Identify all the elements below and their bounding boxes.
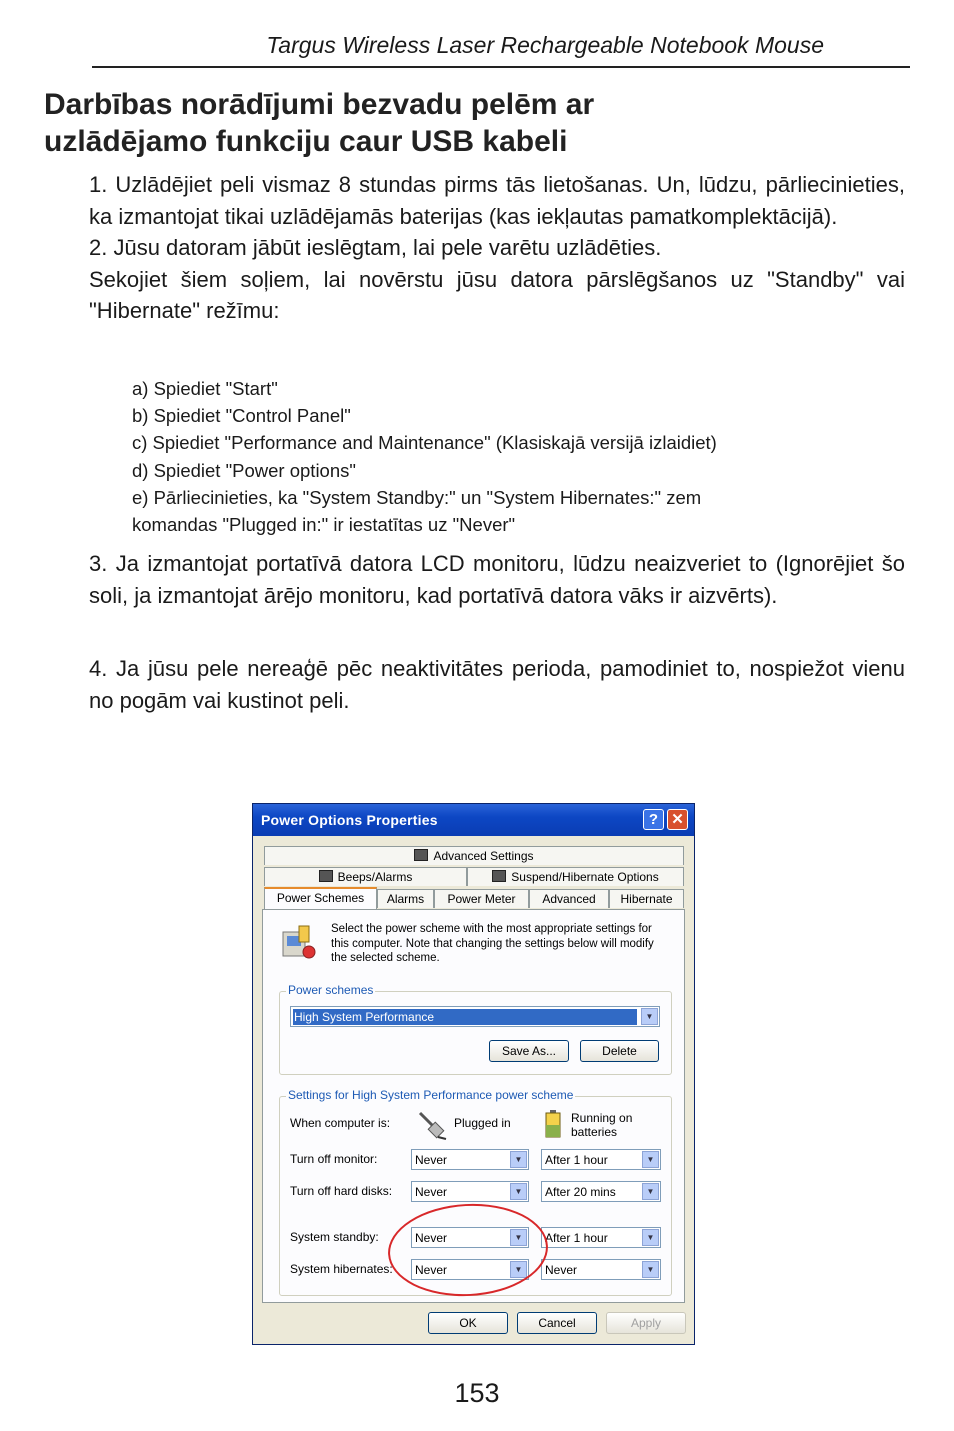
tab-alarms[interactable]: Alarms [377,889,434,908]
sub-steps-list [132,375,892,538]
select-value: Never [545,1263,578,1277]
system-standby-label: System standby: [290,1230,379,1244]
standby-battery-select[interactable] [541,1227,661,1248]
settings-label: Settings for High System Performance power scheme [288,1088,574,1102]
monitor-battery-select[interactable] [541,1149,661,1170]
select-value: After 20 mins [545,1185,616,1199]
step-3 [89,548,905,611]
tab-row-2 [264,867,684,886]
step-3-text: 3. Ja izmantojat portatīvā datora LCD monitoru, lūdzu neaizveriet to (Ignorējiet šo soli, ja izmantojat ārējo monitoru, kad portatīvā datora vāks ir aizvērts). [89,551,905,608]
power-scheme-icon [279,922,319,962]
tab-label: Suspend/Hibernate Options [511,870,659,884]
when-computer-is-label: When computer is: [290,1116,391,1130]
tab-advanced[interactable]: Advanced [529,889,609,908]
standby-instruction: Sekojiet šiem soļiem, lai novērstu jūsu datora pārslēgšanos uz "Standby" vai "Hibernate" režīmu: [89,266,905,323]
computer-icon [414,849,428,861]
step-2: 2. Jūsu datoram jābūt ieslēgtam, lai pele varētu uzlādēties. [89,235,662,260]
dialog-titlebar [253,804,694,836]
computer-icon [492,870,506,882]
tab-label: Beeps/Alarms [337,870,413,884]
apply-button[interactable]: Apply [606,1312,686,1334]
system-hibernates-label: System hibernates: [290,1262,393,1276]
page-title [44,86,904,160]
select-value: Never [415,1231,448,1245]
intro-text [89,169,905,327]
chevron-down-icon: ▼ [510,1183,527,1200]
running-on-batteries-label [571,1111,632,1139]
title-line-2: uzlādējamo funkciju caur USB kabeli [44,125,568,158]
chevron-down-icon: ▼ [510,1151,527,1168]
select-value: After 1 hour [545,1231,608,1245]
sub-step-c: c) Spiediet "Performance and Maintenance" (Klasiskajā versijā izlaidiet) [132,432,717,454]
hibernate-battery-select[interactable] [541,1259,661,1280]
select-value: Never [415,1263,448,1277]
plugged-in-label: Plugged in [454,1116,511,1130]
tab-suspend-hibernate[interactable] [467,867,684,886]
sub-step-e: e) Pārliecinieties, ka "System Standby:" un "System Hibernates:" zem [132,486,702,508]
select-value: After 1 hour [545,1153,608,1167]
plug-icon [416,1109,448,1143]
batteries-text: batteries [571,1125,618,1139]
tab-hibernate[interactable]: Hibernate [609,889,684,908]
tab-beeps-alarms[interactable] [264,867,467,886]
help-button[interactable]: ? [643,809,664,830]
battery-icon [543,1109,563,1139]
tab-advanced-settings[interactable] [264,846,684,865]
step-4 [89,653,905,716]
turn-off-hard-disks-label: Turn off hard disks: [290,1184,393,1198]
disks-battery-select[interactable] [541,1181,661,1202]
computer-icon [319,870,333,882]
power-schemes-group [279,983,672,1075]
page-number: 153 [454,1378,500,1408]
step-1: 1. Uzlādējiet peli vismaz 8 stundas pirms tās lietošanas. Un, lūdzu, pārliecinieties, ka izmantojat tikai uzlādējamās baterijas (kas iekļautas pamatkomplektācijā). [89,172,905,229]
title-line-1: Darbības norādījumi bezvadu pelēm ar [44,88,595,121]
disks-plugged-select[interactable] [411,1181,529,1202]
monitor-plugged-select[interactable] [411,1149,529,1170]
close-button[interactable]: ✕ [667,809,688,830]
sub-step-e-cont: komandas "Plugged in:" ir iestatītas uz "Never" [132,514,516,536]
chevron-down-icon: ▼ [642,1261,659,1278]
select-value: Never [415,1185,448,1199]
tab-row-3 [264,889,684,908]
turn-off-monitor-label: Turn off monitor: [290,1152,378,1166]
manual-title: Targus Wireless Laser Rechargeable Notebook Mouse [266,32,824,58]
save-as-button[interactable]: Save As... [489,1040,569,1062]
power-schemes-label: Power schemes [288,983,374,997]
chevron-down-icon: ▼ [642,1183,659,1200]
tab-power-schemes[interactable]: Power Schemes [264,887,377,909]
delete-button[interactable]: Delete [580,1040,659,1062]
chevron-down-icon: ▼ [510,1261,527,1278]
chevron-down-icon: ▼ [642,1229,659,1246]
chevron-down-icon: ▼ [510,1229,527,1246]
cancel-button[interactable]: Cancel [517,1312,597,1334]
sub-step-d: d) Spiediet "Power options" [132,459,356,481]
step-4-text: 4. Ja jūsu pele nereaģē pēc neaktivitātes perioda, pamodiniet to, nospiežot vienu no pogām vai kustinot peli. [89,656,905,713]
chevron-down-icon: ▼ [642,1151,659,1168]
running-on-text: Running on [571,1111,633,1125]
page-header [92,30,910,68]
ok-button[interactable]: OK [428,1312,508,1334]
tab-power-meter[interactable]: Power Meter [434,889,529,908]
power-scheme-select[interactable] [290,1006,660,1027]
selected-scheme: High System Performance [293,1009,637,1025]
tab-row-1 [264,846,684,865]
dialog-title: Power Options Properties [261,812,438,828]
chevron-down-icon: ▼ [641,1008,658,1025]
select-value: Never [415,1153,448,1167]
sub-step-a: a) Spiediet "Start" [132,378,278,399]
scheme-description: Select the power scheme with the most appropriate settings for this computer. Note that changing the settings below will modify the selected scheme. [331,923,654,964]
power-options-dialog [252,803,695,1345]
sub-step-b: b) Spiediet "Control Panel" [132,405,351,427]
tab-label: Advanced Settings [433,849,534,863]
